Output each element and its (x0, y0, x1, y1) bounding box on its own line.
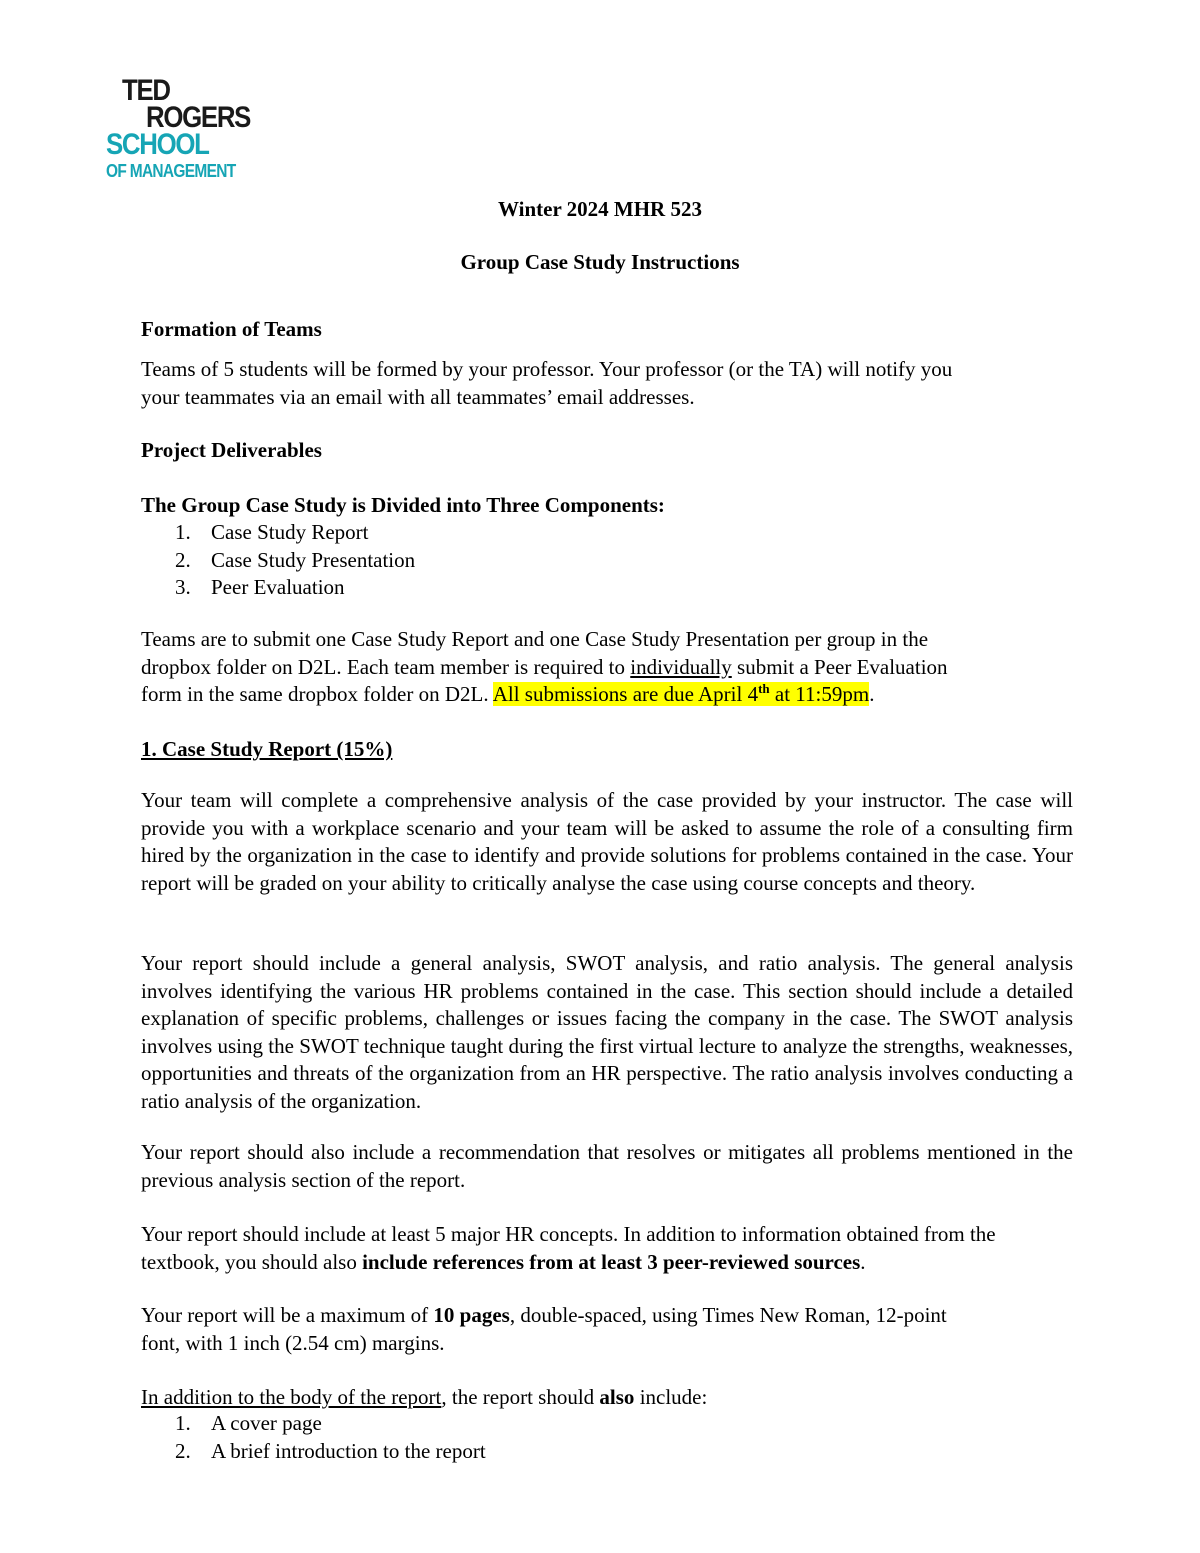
formation-text (141, 356, 1073, 411)
report-paragraph: Your report should include a general analysis, SWOT analysis, and ratio analysis. The general analysis involves identifying the various HR problems contained in the case. This section should include a detailed explanation of specific problems, challenges or issues facing the company in the case. The SWOT analysis involves using the SWOT technique taught during the first virtual lecture to analyze the strengths, weaknesses, opportunities and threats of the organization from an HR perspective. The ratio analysis involves conducting a ratio analysis of the organization. (141, 951, 1073, 1113)
formation-line: Teams of 5 students will be formed by your professor. Your professor (or the TA) will notify you (141, 357, 953, 381)
list-item: 3. Peer Evaluation (175, 575, 345, 599)
report-heading: 1. Case Study Report (15%) (141, 737, 393, 761)
logo-line: OF MANAGEMENT (106, 161, 236, 178)
report-paragraph: Your report should include at least 5 major HR concepts. In addition to information obtained from the textbook, you should also include references from at least 3 peer-reviewed sources. (141, 1222, 996, 1274)
formation-line: your teammates via an email with all teammates’ email addresses. (141, 384, 695, 409)
report-paragraph: Your team will complete a comprehensive analysis of the case provided by your instructor. The case will provide you with a workplace scenario and your team will be asked to assume the role of a consulting firm hired by the organization in the case to identify and provide solutions for problems contained in the case. Your report will be graded on your ability to critically analyse the case using course concepts and theory. (141, 788, 1073, 895)
individually-emphasis: individually (630, 654, 732, 679)
list-item: 2. Case Study Presentation (175, 547, 416, 572)
logo-line: TED (122, 74, 170, 107)
list-item: 1. Case Study Report (175, 520, 369, 544)
report-paragraph: Your report will be a maximum of 10 pages, double-spaced, using Times New Roman, 12-point font, with 1 inch (2.54 cm) margins. (141, 1303, 947, 1355)
logo-line: ROGERS (146, 101, 251, 134)
formation-heading: Formation of Teams (141, 317, 322, 341)
logo-line: SCHOOL (106, 128, 209, 161)
page-limit-emphasis: 10 pages (433, 1303, 510, 1327)
document-title: Group Case Study Instructions (460, 250, 740, 274)
components-list (175, 519, 415, 602)
ted-rogers-logo (106, 72, 256, 178)
components-heading: The Group Case Study is Divided into Three Components: (141, 493, 665, 517)
list-item: 1. A cover page (175, 1411, 322, 1435)
paragraph-line: dropbox folder on D2L. Each team member is required to individually submit a Peer Evaluation (141, 654, 948, 679)
paragraph-line: form in the same dropbox folder on D2L. All submissions are due April 4th at 11:59pm. (141, 681, 875, 706)
submission-paragraph (141, 626, 1073, 709)
report-paragraph: Your report should also include a recommendation that resolves or mitigates all problems mentioned in the previous analysis section of the report. (141, 1140, 1073, 1192)
list-item: 2. A brief introduction to the report (175, 1438, 486, 1463)
paragraph-line: Teams are to submit one Case Study Report and one Case Study Presentation per group in the (141, 627, 929, 651)
report-includes-list (175, 1410, 486, 1465)
due-date-highlight: All submissions are due April 4th at 11:59pm (492, 681, 870, 706)
course-title: Winter 2024 MHR 523 (498, 197, 702, 221)
deliverables-heading: Project Deliverables (141, 438, 322, 462)
report-paragraph: In addition to the body of the report, the report should also include: (141, 1385, 708, 1409)
references-emphasis: include references from at least 3 peer-reviewed sources (362, 1249, 861, 1274)
